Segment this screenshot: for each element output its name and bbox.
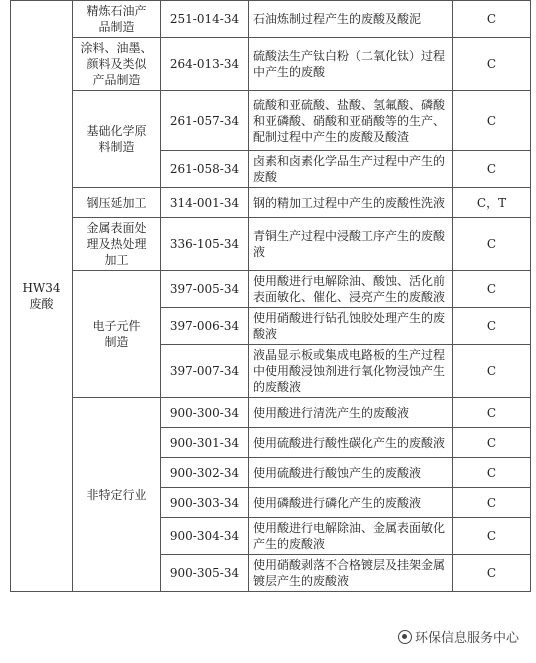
hazard-characteristic-cell: C bbox=[453, 1, 531, 38]
hazard-characteristic-cell: C bbox=[453, 271, 531, 308]
waste-description-cell: 液晶显示板或集成电路板的生产过程中使用酸浸蚀剂进行氧化物浸蚀产生的废酸液 bbox=[249, 345, 453, 398]
industry-cell: 金属表面处 理及热处理 加工 bbox=[73, 218, 161, 271]
waste-description-cell: 使用磷酸进行磷化产生的废酸液 bbox=[249, 488, 453, 518]
waste-code-cell: 264-013-34 bbox=[161, 38, 249, 91]
waste-code-cell: 900-304-34 bbox=[161, 518, 249, 555]
industry-cell: 非特定行业 bbox=[73, 398, 161, 592]
industry-cell: 涂料、油墨、 颜料及类似 产品制造 bbox=[73, 38, 161, 91]
table-row bbox=[11, 398, 531, 428]
hazard-characteristic-cell: C bbox=[453, 151, 531, 188]
hazard-characteristic-cell: C bbox=[453, 398, 531, 428]
table-row bbox=[11, 38, 531, 91]
waste-description-cell: 使用硝酸进行钻孔蚀胶处理产生的废酸液 bbox=[249, 308, 453, 345]
hazard-characteristic-cell: C bbox=[453, 91, 531, 151]
hazard-characteristic-cell: C bbox=[453, 428, 531, 458]
waste-description-cell: 钢的精加工过程中产生的废酸性洗液 bbox=[249, 188, 453, 218]
waste-acid-table bbox=[10, 0, 531, 592]
waste-code-cell: 900-303-34 bbox=[161, 488, 249, 518]
waste-description-cell: 使用硝酸剥落不合格镀层及挂架金属镀层产生的废酸液 bbox=[249, 555, 453, 592]
waste-code-cell: 397-005-34 bbox=[161, 271, 249, 308]
waste-description-cell: 硫酸法生产钛白粉（二氧化钛）过程中产生的废酸 bbox=[249, 38, 453, 91]
table-row bbox=[11, 218, 531, 271]
waste-description-cell: 使用硫酸进行酸蚀产生的废酸液 bbox=[249, 458, 453, 488]
waste-code-cell: 336-105-34 bbox=[161, 218, 249, 271]
table-row bbox=[11, 91, 531, 151]
waste-code-cell: 900-305-34 bbox=[161, 555, 249, 592]
waste-description-cell: 青铜生产过程中浸酸工序产生的废酸液 bbox=[249, 218, 453, 271]
industry-cell: 基础化学原 料制造 bbox=[73, 91, 161, 188]
hazard-characteristic-cell: C bbox=[453, 218, 531, 271]
industry-cell: 精炼石油产 品制造 bbox=[73, 1, 161, 38]
table-row bbox=[11, 271, 531, 308]
waste-description-cell: 石油炼制过程产生的废酸及酸泥 bbox=[249, 1, 453, 38]
wechat-logo-icon bbox=[398, 630, 412, 644]
waste-description-cell: 卤素和卤素化学品生产过程中产生的废酸 bbox=[249, 151, 453, 188]
hazard-characteristic-cell: C bbox=[453, 488, 531, 518]
waste-code-cell: 397-006-34 bbox=[161, 308, 249, 345]
waste-code-cell: 900-302-34 bbox=[161, 458, 249, 488]
waste-code-cell: 251-014-34 bbox=[161, 1, 249, 38]
waste-code-cell: 900-300-34 bbox=[161, 398, 249, 428]
watermark bbox=[398, 627, 519, 646]
hazard-characteristic-cell: C bbox=[453, 555, 531, 592]
hazard-characteristic-cell: C bbox=[453, 345, 531, 398]
waste-code-cell: 261-058-34 bbox=[161, 151, 249, 188]
waste-description-cell: 使用硫酸进行酸性碳化产生的废酸液 bbox=[249, 428, 453, 458]
waste-description-cell: 使用酸进行电解除油、金属表面敏化产生的废酸液 bbox=[249, 518, 453, 555]
hazard-characteristic-cell: C bbox=[453, 518, 531, 555]
table-row bbox=[11, 1, 531, 38]
hazard-characteristic-cell: C bbox=[453, 308, 531, 345]
hazard-characteristic-cell: C，T bbox=[453, 188, 531, 218]
industry-cell: 电子元件 制造 bbox=[73, 271, 161, 398]
waste-category-cell: HW34 废酸 bbox=[11, 1, 73, 592]
hazard-characteristic-cell: C bbox=[453, 38, 531, 91]
table-body bbox=[11, 1, 531, 592]
waste-code-cell: 397-007-34 bbox=[161, 345, 249, 398]
watermark-text: 环保信息服务中心 bbox=[415, 631, 520, 646]
waste-code-cell: 900-301-34 bbox=[161, 428, 249, 458]
waste-description-cell: 使用酸进行电解除油、酸蚀、活化前表面敏化、催化、浸亮产生的废酸液 bbox=[249, 271, 453, 308]
hazard-characteristic-cell: C bbox=[453, 458, 531, 488]
waste-code-cell: 261-057-34 bbox=[161, 91, 249, 151]
waste-description-cell: 硫酸和亚硫酸、盐酸、氢氟酸、磷酸和亚磷酸、硝酸和亚硝酸等的生产、配制过程中产生的废酸及酸渣 bbox=[249, 91, 453, 151]
waste-code-cell: 314-001-34 bbox=[161, 188, 249, 218]
table-row bbox=[11, 188, 531, 218]
industry-cell: 钢压延加工 bbox=[73, 188, 161, 218]
waste-description-cell: 使用酸进行清洗产生的废酸液 bbox=[249, 398, 453, 428]
